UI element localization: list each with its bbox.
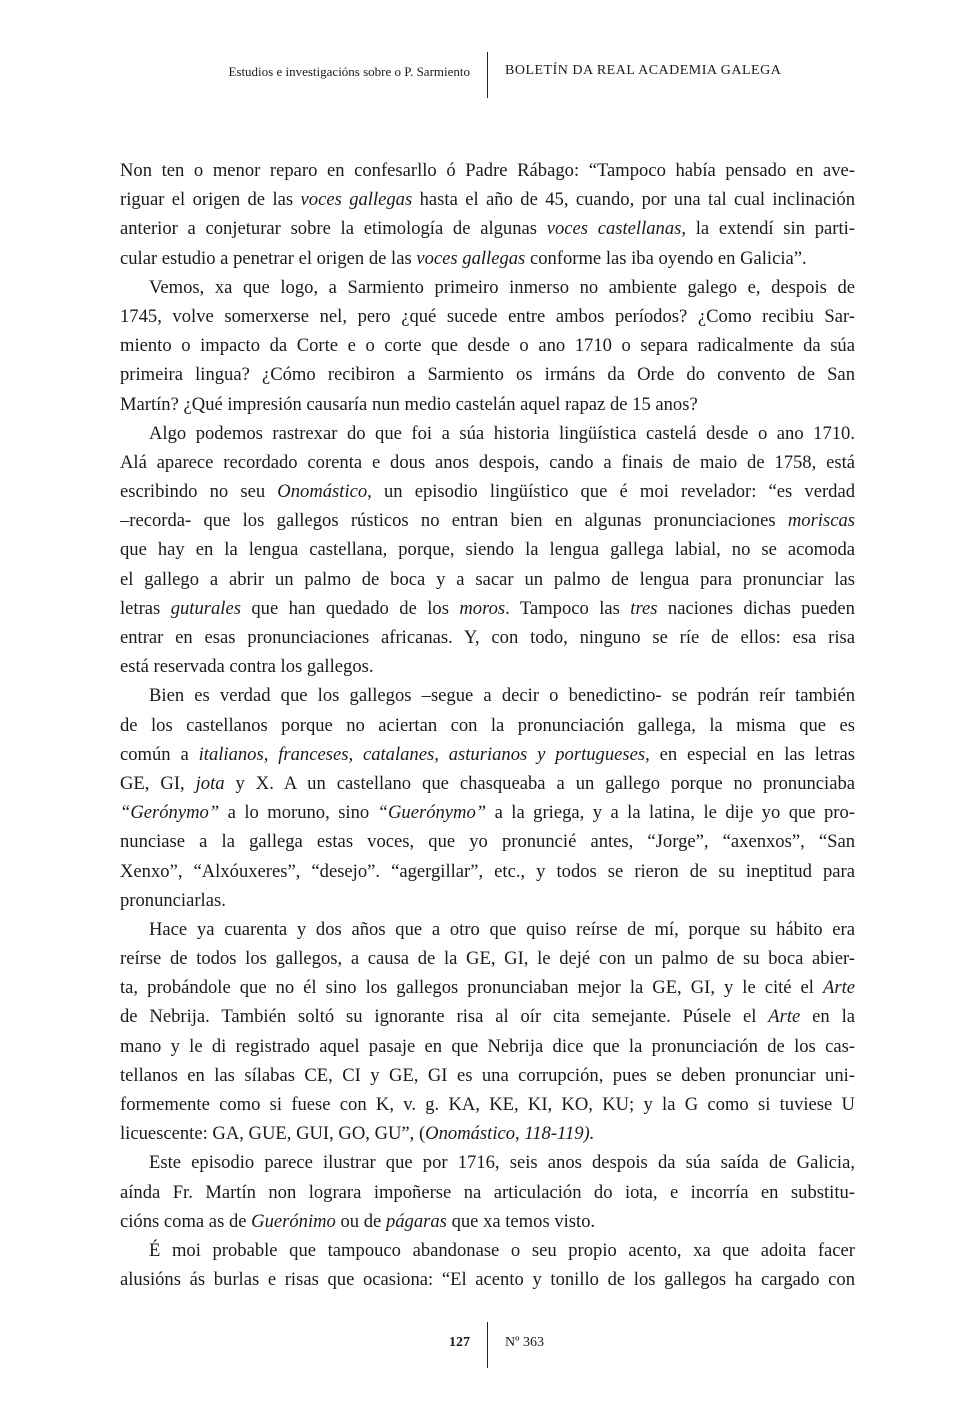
text-line: el gallego a abrir un palmo de boca y a sacar un palmo de lengua para pronunciar las [120,568,855,590]
text-line: escribindo no seu Onomástico, un episodio lingüístico que é moi revelador: “es verdad [120,481,856,503]
paragraph [120,156,855,273]
text-line: cións coma as de Guerónimo ou de págaras que xa temos visto. [120,1210,596,1232]
italic-text: tres [630,597,658,619]
text-line: ta, probándole que no él sino los gallegos pronunciaban mejor la GE, GI, y le cité el Arte [120,977,855,999]
text-line: Bien es verdad que los gallegos –segue a decir o benedictino- se podrán reír también [149,685,855,707]
article-body [120,156,855,1294]
text-line: Algo podemos rastrexar do que foi a súa historia lingüística castelá desde o ano 1710. [149,422,855,444]
italic-text: Arte [768,1006,801,1028]
text-line: Non ten o menor reparo en confesarllo ó Padre Rábago: “Tampoco había pensado en ave- [120,160,855,181]
text-line: licuescente: GA, GUE, GUI, GO, GU”, (Onomástico, 118-119). [120,1123,595,1145]
text-line: Xenxo”, “Alxóuxeres”, “desejo”. “agergillar”, etc., y todos se rieron de su ineptitud para [120,860,855,882]
paragraph [120,681,855,915]
italic-text: voces gallegas [300,189,413,211]
italic-text: moriscas [787,510,855,532]
text-line: Martín? ¿Qué impresión causaría nun medio castelán aquel rapaz de 15 anos? [120,393,698,415]
text-line: aínda Fr. Martín non lograra impoñerse na articulación do iota, e incorría en substitu- [120,1181,855,1203]
italic-text: “Gerónymo” [120,802,220,824]
text-line: riguar el origen de las voces gallegas hasta el año de 45, cuando, por una tal cual inclinación [120,189,855,211]
italic-text: voces castellanas [546,218,682,240]
italic-text: voces gallegas [416,247,526,269]
text-line: letras guturales que han quedado de los moros. Tampoco las tres naciones dichas pueden [120,597,855,619]
text-line: de los castellanos porque no aciertan con la pronunciación gallega, la misma que es [120,714,855,736]
text-line: cular estudio a penetrar el origen de las voces gallegas conforme las iba oyendo en Galicia”. [120,247,807,269]
text-line: formemente como si fuese con K, v. g. KA, KE, KI, KO, KU; y la G como si tuviese U [120,1094,855,1115]
text-line: que hay en la lengua castellana, porque, siendo la lengua gallega labial, no se acomoda [120,539,855,561]
paragraph [120,419,855,682]
paragraph [120,1148,855,1236]
italic-text: Guerónimo [251,1210,336,1232]
text-line: Este episodio parece ilustrar que por 1716, seis anos despois da súa saída de Galicia, [149,1152,855,1174]
italic-text: jota [195,772,225,794]
header-divider [487,52,488,98]
paragraph [120,1236,855,1294]
paragraph [120,273,855,419]
italic-text: Onomástico [277,481,368,503]
italic-text: “Guerónymo” [377,802,487,824]
text-line: alusións ás burlas e risas que ocasiona: “El acento y tonillo de los gallegos ha cargado con [120,1269,855,1291]
text-line: –recorda- que los gallegos rústicos no entran bien en algunas pronunciaciones moriscas [120,510,855,532]
text-line: mano y le di registrado aquel pasaje en que Nebrija dice que la pronunciación de los cas- [120,1035,855,1057]
text-line: 1745, volve somerxerse nel, pero ¿qué sucede entre ambos períodos? ¿Como recibiu Sar- [120,305,855,327]
text-line: Alá aparece recordado corenta e dous anos despois, cando a finais de maio de 1758, está [120,451,855,473]
text-line: de Nebrija. También soltó su ignorante risa al oír cita semejante. Púsele el Arte en la [120,1006,856,1028]
text-line: “Gerónymo” a lo moruno, sino “Guerónymo” a la griega, y a la latina, le dije yo que pro- [120,802,855,824]
page-number: 127 [449,1335,470,1350]
text-line: común a italianos, franceses, catalanes, asturianos y portugueses, en especial en las letras [120,743,856,765]
italic-text: Onomástico, 118-119). [425,1123,595,1145]
text-line: tellanos en las sílabas CE, CI y GE, GI es una corrupción, pues se deben pronunciar uni- [120,1064,855,1086]
italic-text: italianos, franceses, catalanes, asturianos y portugueses [198,743,646,765]
text-line: reírse de todos los gallegos, a causa de la GE, GI, le dejé con un palmo de su boca abier- [120,948,855,970]
header-section-title: Estudios e investigacións sobre o P. Sarmiento [228,64,470,79]
text-line: pronunciarlas. [120,889,226,911]
italic-text: moros [459,597,506,619]
text-line: nunciase a la gallega estas voces, que yo pronuncié antes, “Jorge”, “axenxos”, “San [120,831,855,853]
text-line: anterior a conjeturar sobre la etimología de algunas voces castellanas, la extendí sin parti- [120,218,855,240]
text-line: É moi probable que tampouco abandonase o seu propio acento, xa que adoita facer [149,1239,855,1261]
text-line: Hace ya cuarenta y dos años que a otro que quiso reírse de mí, porque su hábito era [149,918,855,940]
text-line: entrar en esas pronunciaciones africanas. Y, con todo, ninguno se ríe de ellos: esa risa [120,627,855,648]
text-line: está reservada contra los gallegos. [120,656,374,678]
footer-divider [487,1322,488,1368]
italic-text: Arte [822,977,855,999]
text-line: GE, GI, jota y X. A un castellano que chasqueaba a un gallego porque no pronunciaba [120,772,856,794]
header-journal-title: BOLETÍN DA REAL ACADEMIA GALEGA [505,63,782,78]
text-line: miento o impacto da Corte e o corte que desde o ano 1710 o separa radicalmente da súa [120,335,855,357]
italic-text: guturales [170,597,241,619]
text-line: primeira lingua? ¿Cómo recibiron a Sarmiento os irmáns da Orde do convento de San [120,364,855,386]
issue-number: Nº 363 [505,1335,544,1350]
italic-text: págaras [385,1210,447,1232]
paragraph [120,915,855,1149]
text-line: Vemos, xa que logo, a Sarmiento primeiro inmerso no ambiente galego e, despois de [149,276,855,298]
